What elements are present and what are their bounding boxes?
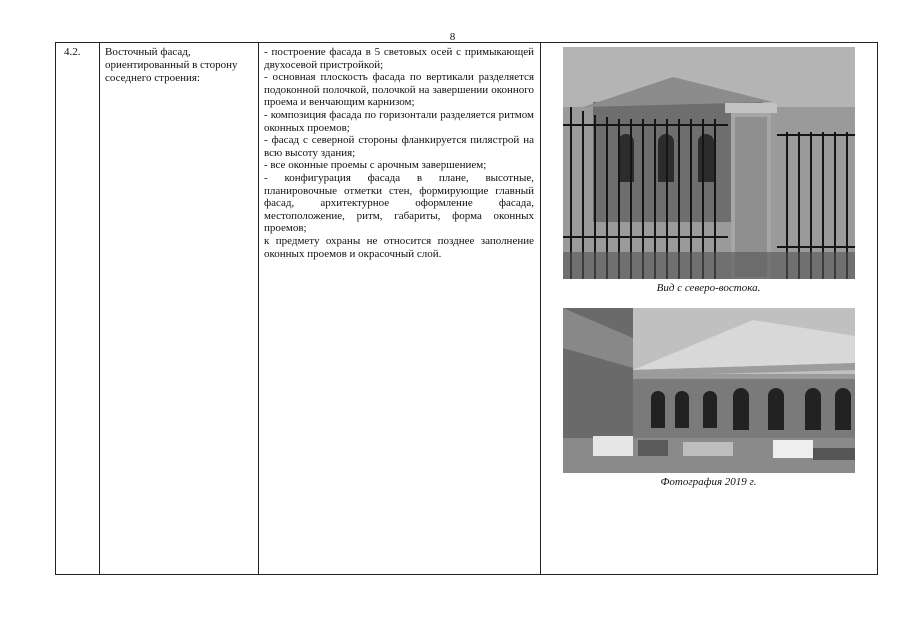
photo-cell (541, 43, 878, 575)
description-item: - композиция фасада по горизонтали разделяется ритмом оконных проемов; (264, 108, 534, 134)
row-number: 4.2. (64, 46, 81, 58)
photo-2019 (563, 308, 855, 473)
description-item: - все оконные проемы с арочным завершением; (264, 159, 487, 172)
photo-caption: Вид с северо-востока. (656, 282, 761, 294)
description-cell (259, 43, 541, 575)
description-item: - конфигурация фасада в плане, высотные, планировочные отметки стен, формирующие главный фасад, архитектурное оформление фасада, местоположение, ритм, габариты, форма оконных проемов; (264, 171, 534, 235)
element-name-cell (100, 43, 259, 575)
description-item: - построение фасада в 5 световых осей с примыкающей двухосевой пристройкой; (264, 46, 534, 71)
description-item: - основная плоскость фасада по вертикали разделяется подоконной полочкой, полочкой на завершении оконного проема и венчающим карнизом; (264, 71, 534, 109)
description-list (259, 43, 540, 260)
table-row (56, 43, 878, 575)
element-name: Восточный фасад, ориентированный в сторону соседнего строения: (105, 46, 238, 84)
page-number: 8 (449, 31, 456, 43)
protection-table (55, 42, 878, 575)
photo-northeast (563, 47, 855, 279)
description-item: - фасад с северной стороны фланкируется пилястрой на всю высоту здания; (264, 134, 534, 159)
row-number-cell (56, 43, 100, 575)
photo-caption: Фотография 2019 г. (660, 476, 757, 488)
description-item: к предмету охраны не относится позднее заполнение оконных проемов и окрасочный слой. (264, 234, 534, 260)
